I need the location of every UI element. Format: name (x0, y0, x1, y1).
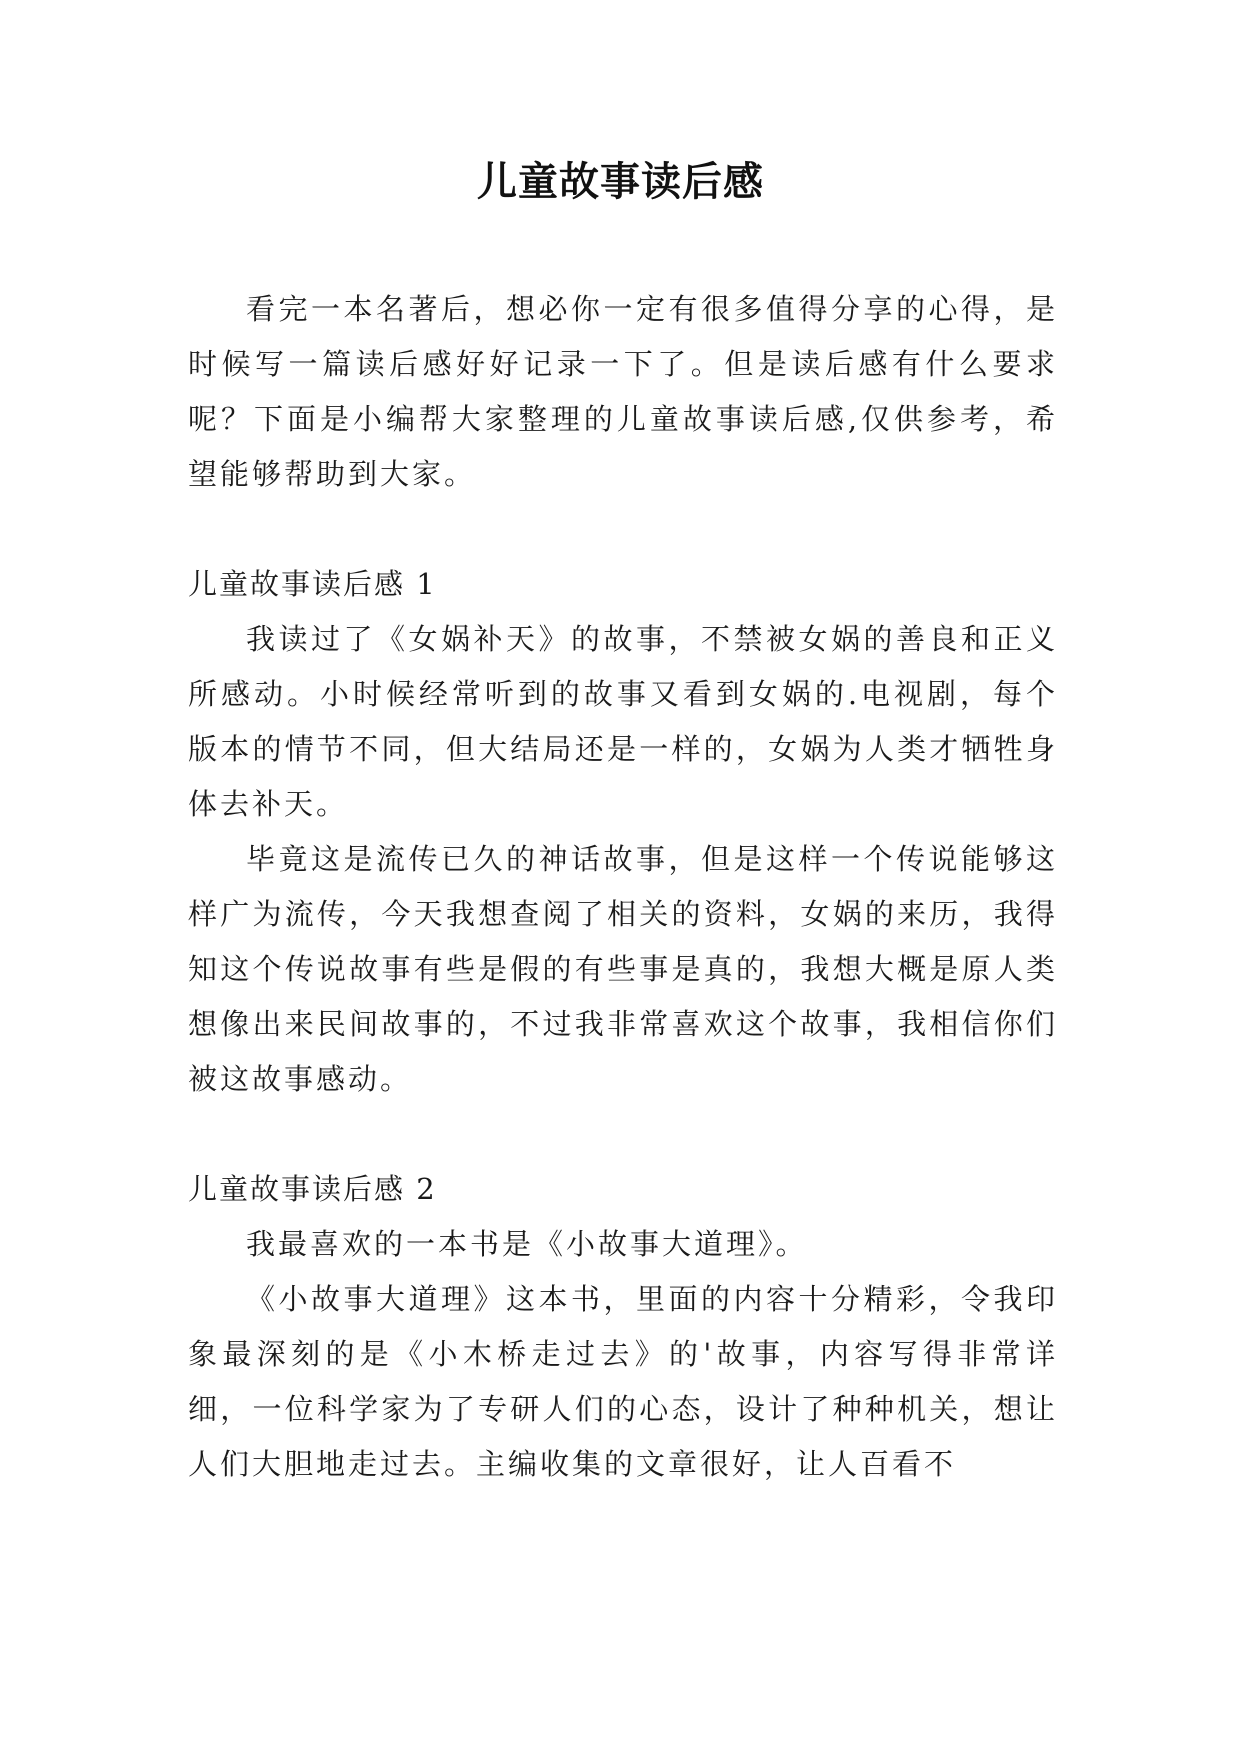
section-1-paragraph-1: 我读过了《女娲补天》的故事，不禁被女娲的善良和正义所感动。小时候经常听到的故事又看到女娲的.电视剧，每个版本的情节不同，但大结局还是一样的，女娲为人类才牺牲身体去补天。 (188, 622, 1058, 821)
section-2-paragraph-1: 我最喜欢的一本书是《小故事大道理》。 (246, 1227, 808, 1261)
section-spacer (188, 1107, 1058, 1162)
section-spacer (188, 502, 1058, 557)
section-1-paragraph-2: 毕竟这是流传已久的神话故事，但是这样一个传说能够这样广为流传，今天我想查阅了相关的资料，女娲的来历，我得知这个传说故事有些是假的有些事是真的，我想大概是原人类想像出来民间故事的，不过我非常喜欢这个故事，我相信你们被这故事感动。 (188, 842, 1058, 1096)
section-heading-1: 儿童故事读后感 1 (188, 567, 437, 601)
document-title: 儿童故事读后感 (477, 158, 764, 205)
section-2-paragraph-2: 《小故事大道理》这本书，里面的内容十分精彩，令我印象最深刻的是《小木桥走过去》的'故事，内容写得非常详细，一位科学家为了专研人们的心态，设计了种种机关，想让人们大胆地走过去。主编收集的文章很好，让人百看不 (188, 1282, 1058, 1481)
intro-paragraph: 看完一本名著后，想必你一定有很多值得分享的心得，是时候写一篇读后感好好记录一下了。但是读后感有什么要求呢？下面是小编帮大家整理的儿童故事读后感,仅供参考，希望能够帮助到大家。 (188, 292, 1058, 491)
section-heading-2: 儿童故事读后感 2 (188, 1172, 437, 1206)
document-body (188, 282, 1058, 1492)
